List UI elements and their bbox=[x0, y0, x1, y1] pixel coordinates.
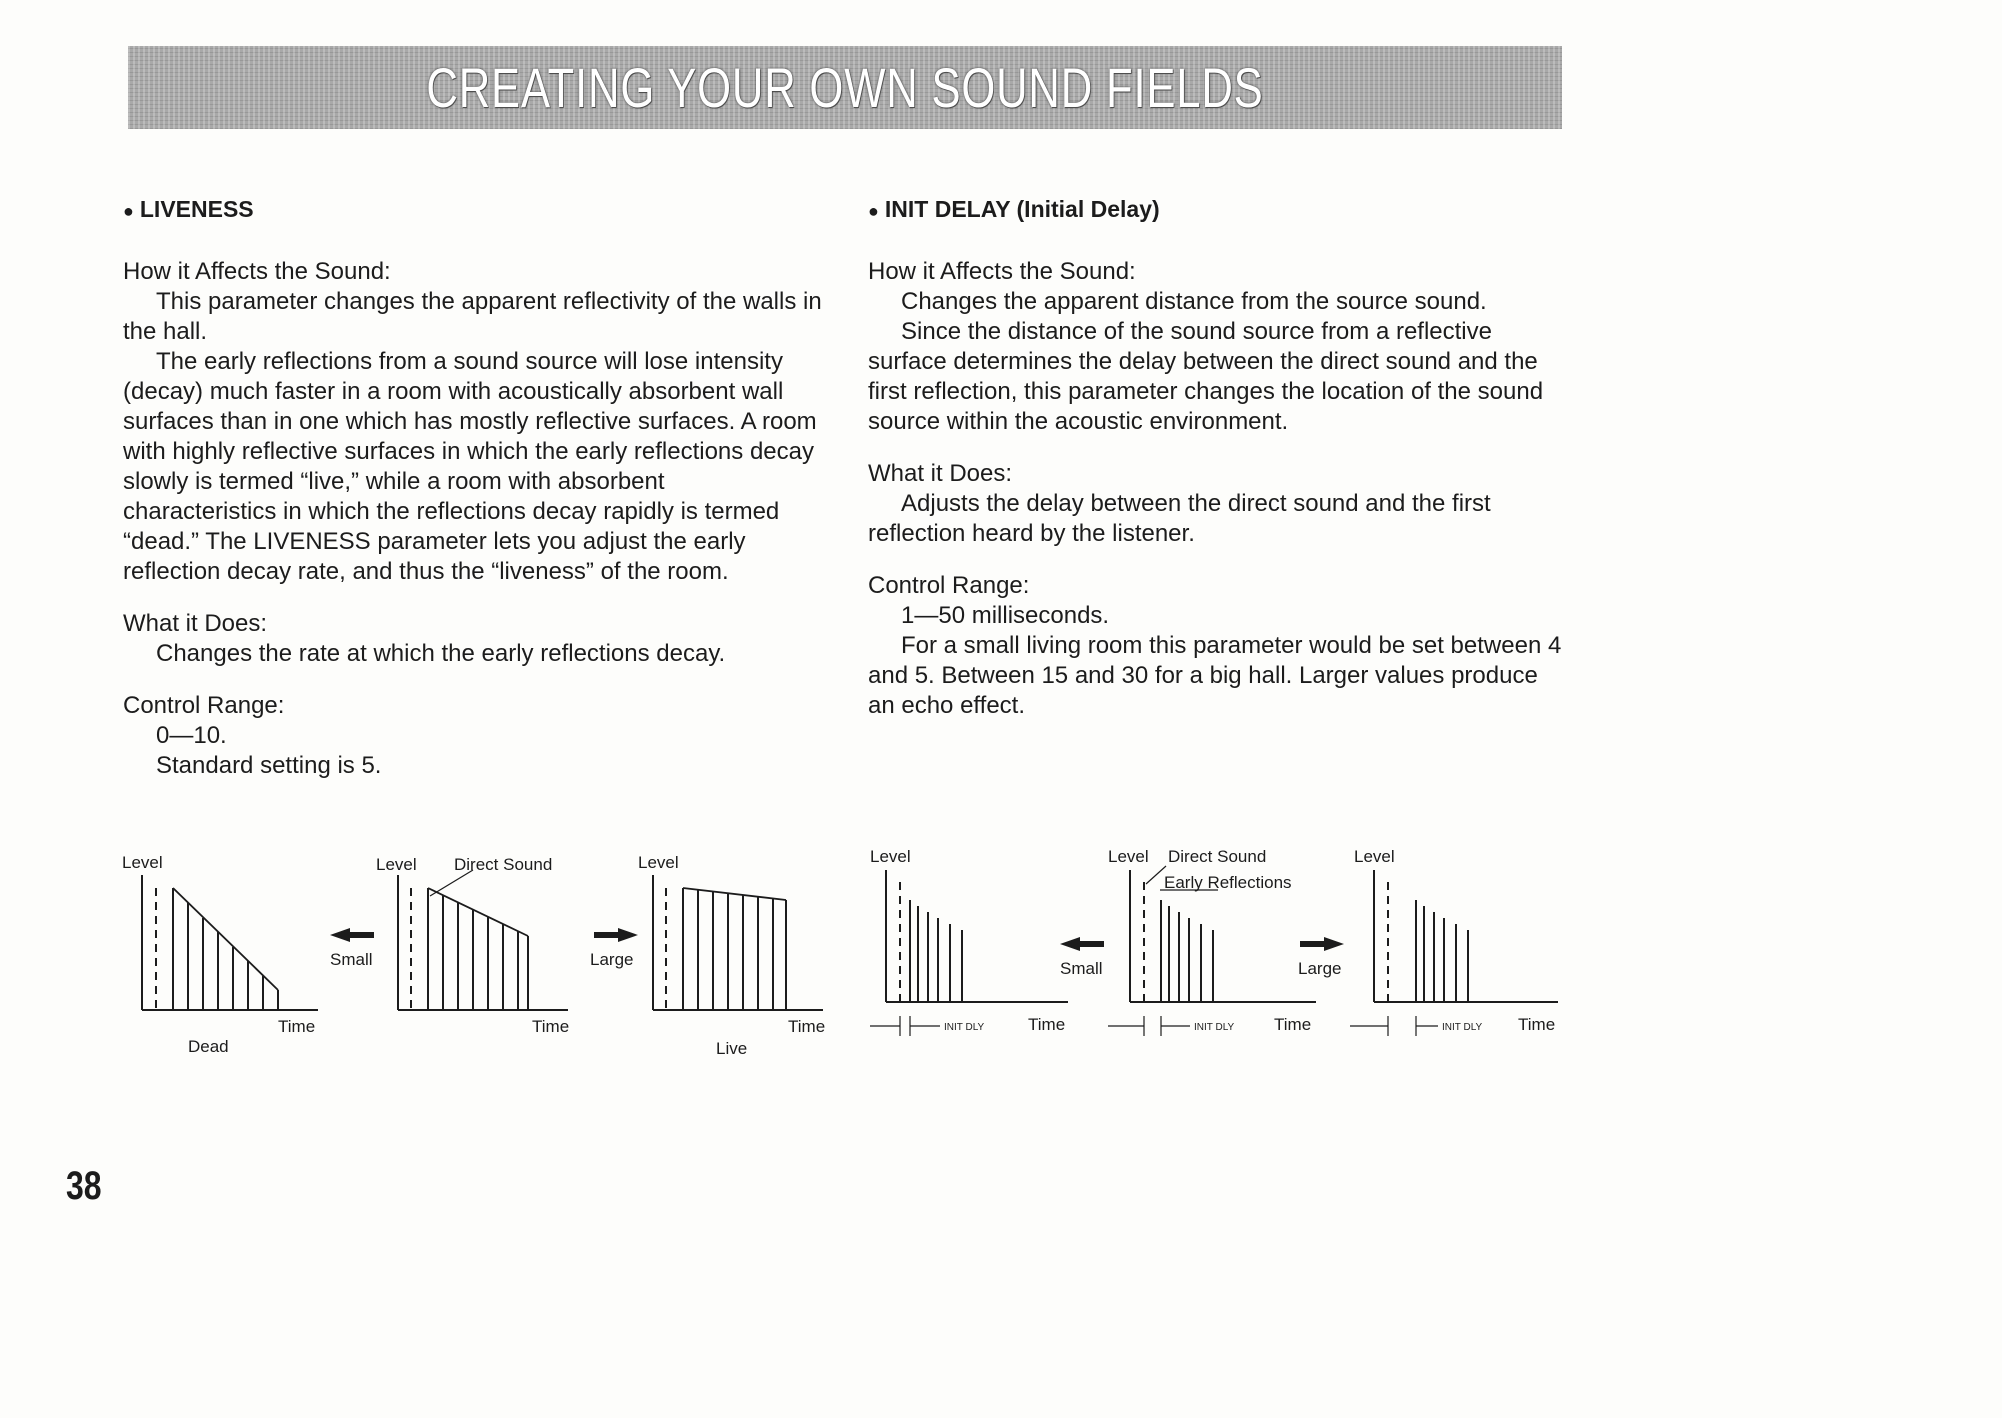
banner-title: CREATING YOUR OWN SOUND FIELDS bbox=[426, 56, 1264, 119]
time-label: Time bbox=[1518, 1015, 1556, 1034]
page-banner bbox=[128, 46, 1562, 129]
liveness-how-title: How it Affects the Sound: bbox=[123, 258, 391, 285]
init-delay-diagram bbox=[868, 840, 1568, 1040]
small-label: Small bbox=[1060, 959, 1103, 978]
init-delay-what-p1: Adjusts the delay between the direct sound and the first reflection heard by the listener. bbox=[868, 490, 1491, 547]
init-dly-label: INIT DLY bbox=[944, 1022, 985, 1033]
page-number: 38 bbox=[66, 1164, 102, 1208]
level-label: Level bbox=[122, 853, 163, 872]
level-label: Level bbox=[1108, 847, 1149, 866]
liveness-how-p1: This parameter changes the apparent reflectivity of the walls in the hall. bbox=[123, 288, 822, 345]
dead-label: Dead bbox=[188, 1037, 229, 1056]
liveness-range-title: Control Range: bbox=[123, 692, 285, 719]
time-label: Time bbox=[278, 1017, 316, 1036]
init-delay-range-value: 1—50 milliseconds. bbox=[901, 602, 1110, 629]
small-label: Small bbox=[330, 950, 373, 969]
liveness-what-title: What it Does: bbox=[123, 610, 268, 637]
time-label: Time bbox=[788, 1017, 826, 1036]
level-label: Level bbox=[870, 847, 911, 866]
arrow-right-icon bbox=[594, 928, 638, 942]
arrow-right-icon bbox=[1300, 937, 1344, 951]
level-label: Level bbox=[638, 853, 679, 872]
init-delay-how-p1: Changes the apparent distance from the source sound. bbox=[901, 288, 1487, 315]
live-label: Live bbox=[716, 1039, 748, 1058]
init-delay-what-title: What it Does: bbox=[868, 460, 1013, 487]
time-label: Time bbox=[532, 1017, 570, 1036]
liveness-heading: ● LIVENESS bbox=[123, 196, 254, 222]
large-label: Large bbox=[1298, 959, 1342, 978]
early-reflections-label: Early Reflections bbox=[1164, 873, 1292, 892]
init-delay-heading: ● INIT DELAY (Initial Delay) bbox=[868, 196, 1160, 222]
level-label: Level bbox=[1354, 847, 1395, 866]
direct-sound-label: Direct Sound bbox=[454, 855, 553, 874]
time-label: Time bbox=[1028, 1015, 1066, 1034]
arrow-left-icon bbox=[330, 928, 374, 942]
liveness-diagram bbox=[118, 840, 838, 1070]
large-label: Large bbox=[590, 950, 634, 969]
init-delay-how-title: How it Affects the Sound: bbox=[868, 258, 1136, 285]
liveness-how-p2: The early reflections from a sound source will lose intensity (decay) much faster in a room with acoustically absorbent wall surfaces than in one which has mostly reflective surfaces. A room with highly reflective surfaces in which the early reflections decay slowly is termed “live,” while a room with absorbent characteristics in which the reflections decay rapidly is termed “dead.” The LIVENESS parameter lets you adjust the early reflection decay rate, and thus the “liveness” of the room. bbox=[123, 348, 817, 585]
arrow-left-icon bbox=[1060, 937, 1104, 951]
bullet-icon: ● bbox=[868, 201, 879, 221]
liveness-section bbox=[123, 196, 823, 781]
liveness-range-value: 0—10. bbox=[156, 722, 227, 749]
init-dly-label: INIT DLY bbox=[1194, 1022, 1235, 1033]
init-delay-how-p2: Since the distance of the sound source from a reflective surface determines the delay between the direct sound and the first reflection, this parameter changes the location of the sound source within the acoustic environment. bbox=[868, 318, 1544, 435]
liveness-what-p1: Changes the rate at which the early reflections decay. bbox=[156, 640, 726, 667]
bullet-icon: ● bbox=[123, 201, 134, 221]
init-delay-range-note: For a small living room this parameter would be set between 4 and 5. Between 15 and 30 for a big hall. Larger values produce an echo effect. bbox=[868, 632, 1562, 719]
time-label: Time bbox=[1274, 1015, 1312, 1034]
liveness-range-note: Standard setting is 5. bbox=[156, 752, 382, 779]
level-label: Level bbox=[376, 855, 417, 874]
direct-sound-label: Direct Sound bbox=[1168, 847, 1267, 866]
init-delay-section bbox=[868, 196, 1568, 721]
init-delay-range-title: Control Range: bbox=[868, 572, 1030, 599]
init-dly-label: INIT DLY bbox=[1442, 1022, 1483, 1033]
